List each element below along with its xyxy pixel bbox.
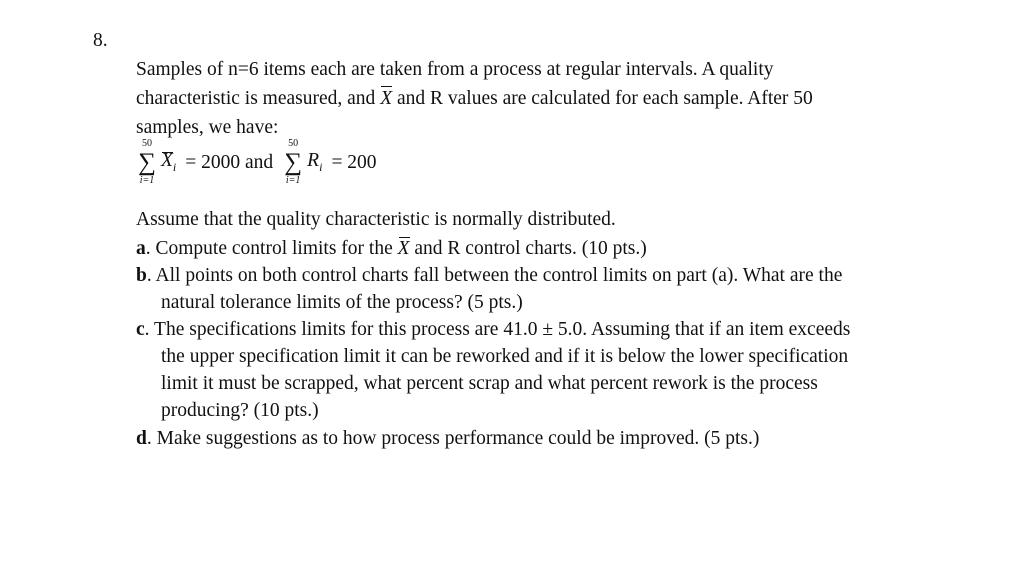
part-b-line-2: natural tolerance limits of the process? (5 pts.) — [161, 292, 523, 313]
intro-line-2-end: and R values are calculated for each sample. After 50 — [392, 88, 813, 109]
intro-line-2-start: characteristic is measured, and — [136, 88, 381, 109]
part-a-label: a — [136, 238, 146, 259]
sum-2-upper-limit: 50 — [288, 138, 299, 149]
sum-1-term — [161, 150, 176, 175]
intro-line-1: Samples of n=6 items each are taken from a process at regular intervals. A quality — [136, 59, 774, 80]
intro-line-3: samples, we have: — [136, 117, 279, 138]
sum-1-upper-limit: 50 — [142, 138, 152, 149]
part-c-line-4: producing? (10 pts.) — [161, 400, 319, 421]
sum-2-sigma — [282, 138, 304, 187]
sum-1-value: = 2000 and — [185, 151, 274, 173]
assumption-text: Assume that the quality characteristic is normally distributed. — [136, 209, 616, 230]
part-b-label: b — [136, 265, 147, 286]
part-c-label: c — [136, 319, 145, 340]
sum-2-subscript: i — [319, 160, 323, 174]
part-c-line-3: limit it must be scrapped, what percent scrap and what percent rework is the process — [161, 373, 818, 394]
sum-1-x-bar: X — [161, 150, 173, 171]
part-b — [136, 262, 842, 289]
part-d-label: d — [136, 428, 147, 449]
sum-1-subscript: i — [172, 160, 177, 174]
part-c-line-1: . The specifications limits for this process are 41.0 ± 5.0. Assuming that if an item exceeds — [144, 319, 851, 340]
part-d-text: . Make suggestions as to how process performance could be improved. (5 pts.) — [146, 428, 760, 449]
part-a — [136, 235, 647, 262]
sum-1-sigma — [136, 138, 158, 187]
sum-2-lower-limit: i=1 — [285, 175, 301, 186]
x-bar-symbol: X — [380, 84, 392, 113]
part-c-line-2: the upper specification limit it can be reworked and if it is below the lower specification — [161, 346, 849, 367]
question-number: 8. — [93, 30, 108, 51]
part-a-text-start: . Compute control limits for the — [145, 238, 398, 259]
sum-1-lower-limit: i=1 — [139, 175, 155, 186]
part-c — [136, 316, 850, 343]
intro-line-2 — [136, 84, 813, 113]
summation-formula — [136, 138, 377, 187]
sum-2-term — [307, 150, 322, 175]
part-d — [136, 425, 759, 452]
sigma-symbol: ∑ — [138, 149, 156, 176]
x-bar-symbol: X — [398, 235, 410, 262]
sigma-symbol: ∑ — [284, 149, 303, 176]
sum-2-r: R — [307, 150, 320, 171]
sum-2-value: = 200 — [331, 151, 377, 173]
part-b-line-1: . All points on both control charts fall between the control limits on part (a). What are the — [146, 265, 843, 286]
part-a-text-end: and R control charts. (10 pts.) — [409, 238, 647, 259]
